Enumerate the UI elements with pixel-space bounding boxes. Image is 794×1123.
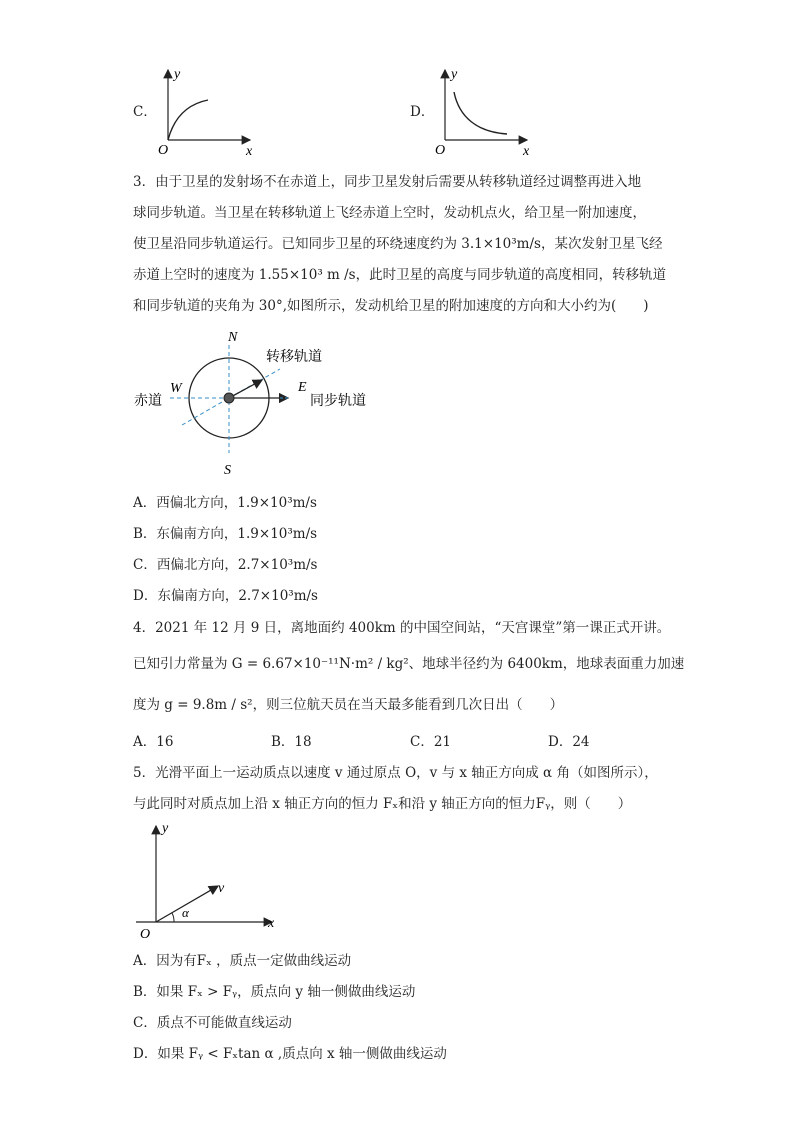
north-label: N [228,330,238,345]
q5-option-d: D．如果 Fᵧ < Fₓtan α ,质点向 x 轴一侧做曲线运动 [133,1046,447,1062]
axis-x-label: x [246,144,253,157]
q5-option-a: A．因为有Fₓ ，质点一定做曲线运动 [133,953,352,969]
q3-line-2: 球同步轨道。当卫星在转移轨道上飞经赤道上空时，发动机点火，给卫星一附加速度， [133,205,646,221]
q3-line-5: 和同步轨道的夹角为 30°,如图所示，发动机给卫星的附加速度的方向和大小约为( ) [133,298,649,314]
q4-option-d: D．24 [548,734,590,750]
axis-y-label: y [162,821,169,836]
axis-y-label: y [174,67,181,82]
angle-label: α [182,905,189,920]
velocity-label: v [218,881,225,896]
option-d-graph [427,62,537,157]
option-c-graph [150,62,260,157]
axis-y-label: y [451,67,458,82]
origin-label: O [435,143,446,157]
q5-option-b: B．如果 Fₓ > Fᵧ，质点向 y 轴一侧做曲线运动 [133,984,416,1000]
satellite-dot [224,393,234,403]
q3-option-d: D．东偏南方向，2.7×10³m/s [133,588,318,604]
q5-option-c: C．质点不可能做直线运动 [133,1015,292,1031]
origin-label: O [140,927,151,942]
q5-line-2: 与此同时对质点加上沿 x 轴正方向的恒力 Fₓ和沿 y 轴正方向的恒力Fᵧ，则（ ） [133,796,632,812]
angle-arc [172,913,174,922]
q3-option-b: B．东偏南方向，1.9×10³m/s [133,526,318,542]
q5-line-1: 5．光滑平面上一运动质点以速度 v 通过原点 O，v 与 x 轴正方向成 α 角（如图所示）， [133,765,658,781]
axis-x-label: x [268,916,275,931]
q3-option-c: C．西偏北方向，2.7×10³m/s [133,557,318,573]
curve-d [454,92,507,134]
q4-option-a: A．16 [133,734,174,750]
curve-c [168,100,208,140]
equator-label: 赤道 [134,394,162,409]
south-label: S [224,463,231,478]
sync-orbit-label: 同步轨道 [310,394,366,409]
east-label: E [298,380,307,395]
west-label: W [170,381,182,396]
q4-line-2: 已知引力常量为 G = 6.67×10⁻¹¹N·m² / kg²、地球半径约为 6400km，地球表面重力加速 [133,656,685,672]
velocity-diagram [132,818,292,943]
option-c-label: C． [133,104,157,120]
origin-label: O [158,143,169,157]
q4-option-c: C．21 [410,734,452,750]
q3-line-4: 赤道上空时的速度为 1.55×10³ m /s，此时卫星的高度与同步轨道的高度相同，转移轨道 [133,267,667,283]
q4-line-1: 4．2021 年 12 月 9 日，离地面约 400km 的中国空间站，“天宫课堂”第一课正式开讲。 [133,620,671,636]
q4-option-b: B．18 [271,734,312,750]
orbit-diagram [130,325,390,480]
axis-x-label: x [523,144,530,157]
option-d-label: D． [410,104,435,120]
q4-line-3: 度为 g = 9.8m / s²，则三位航天员在当天最多能看到几次日出（ ） [133,697,564,713]
q3-line-3: 使卫星沿同步轨道运行。已知同步卫星的环绕速度约为 3.1×10³m/s，某次发射卫星飞经 [133,236,663,252]
q3-option-a: A．西偏北方向，1.9×10³m/s [133,495,317,511]
q3-line-1: 3．由于卫星的发射场不在赤道上，同步卫星发射后需要从转移轨道经过调整再进入地 [133,174,642,190]
transfer-velocity-arrow [229,380,262,398]
transfer-orbit-label: 转移轨道 [266,350,322,365]
